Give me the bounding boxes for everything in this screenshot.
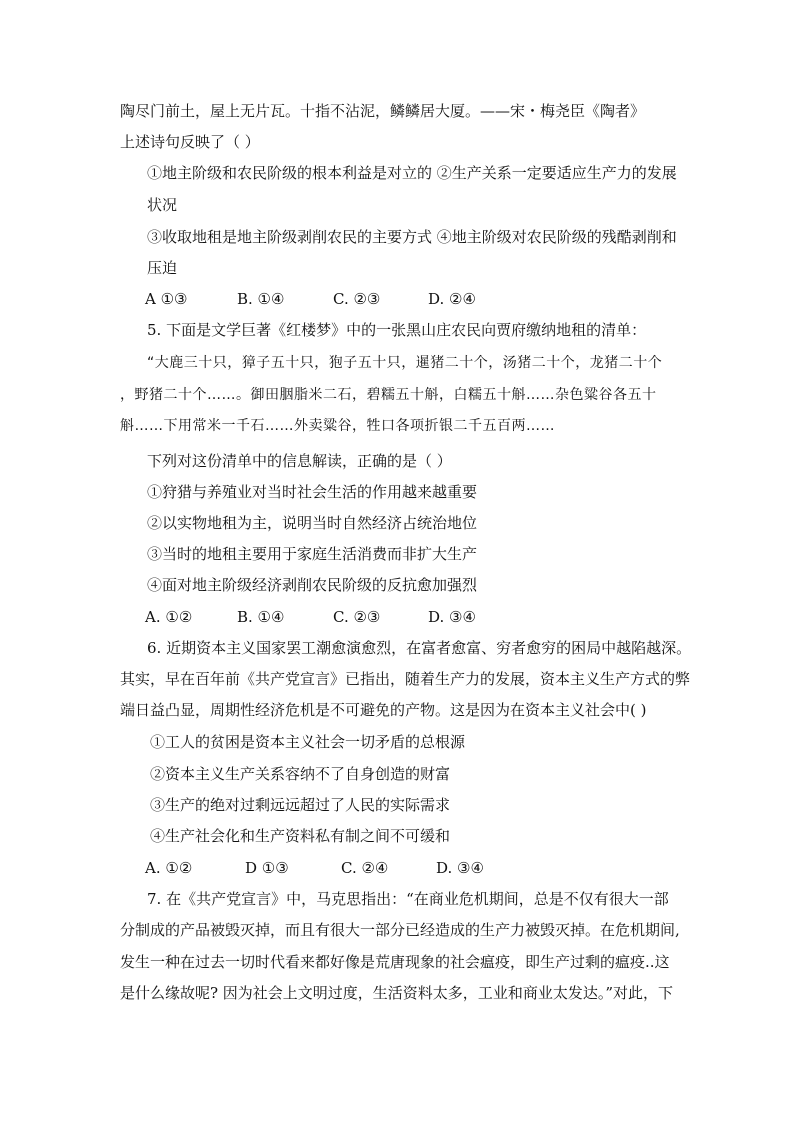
question-6-line: 6. 近期资本主义国家罢工潮愈演愈烈，在富者愈富、穷者愈穷的困局中越陷越深。 <box>147 639 692 657</box>
question-5-stem: 5. 下面是文学巨著《红楼梦》中的一张黑山庄农民向贾府缴纳地租的清单： <box>147 321 647 339</box>
answer-choices <box>145 858 484 878</box>
answer-choices <box>145 607 476 627</box>
option-line: ①狩猎与养殖业对当时社会生活的作用越来越重要 <box>147 483 478 501</box>
question-7-line: 是什么缘故呢? 因为社会上文明过度，生活资料太多，工业和商业太发达。”对此，下 <box>120 984 673 1002</box>
choice-c[interactable]: C. ②③ <box>333 290 381 308</box>
choice-a[interactable]: A. ①② <box>145 859 193 877</box>
choice-a[interactable]: A ①③ <box>145 290 188 308</box>
quote-line: “大鹿三十只，獐子五十只，狍子五十只，暹猪二十个，汤猪二十个，龙猪二十个 <box>147 355 663 371</box>
question-6-line: 端日益凸显，周期性经济危机是不可避免的产物。这是因为在资本主义社会中( ) <box>120 701 647 719</box>
choice-c[interactable]: C. ②④ <box>341 859 389 877</box>
option-line: ③生产的绝对过剩远远超过了人民的实际需求 <box>150 796 451 814</box>
option-line-continuation: 压迫 <box>147 259 178 277</box>
option-line: ③当时的地租主要用于家庭生活消费而非扩大生产 <box>147 545 478 563</box>
choice-b[interactable]: B. ①④ <box>237 608 285 626</box>
question-7-line: 7. 在《共产党宣言》中，马克思指出：“在商业危机期间，总是不仅有很大一部 <box>147 890 669 908</box>
choice-c[interactable]: C. ②③ <box>333 608 381 626</box>
choice-d[interactable]: D. ②④ <box>428 290 476 308</box>
question-5-question: 下列对这份清单中的信息解读，正确的是（ ） <box>147 452 452 470</box>
choice-d[interactable]: D. ③④ <box>436 859 484 877</box>
question-stem: 上述诗句反映了（ ） <box>120 133 260 151</box>
option-line-continuation: 状况 <box>147 196 178 214</box>
option-line: ②以实物地租为主，说明当时自然经济占统治地位 <box>147 514 478 532</box>
choice-b[interactable]: D ①③ <box>245 859 289 877</box>
option-line: ③收取地租是地主阶级剥削农民的主要方式 ④地主阶级对农民阶级的残酷剥削和 <box>147 228 677 246</box>
option-line: ④生产社会化和生产资料私有制之间不可缓和 <box>150 827 451 845</box>
question-6-line: 其实，早在百年前《共产党宣言》已指出，随着生产力的发展，资本主义生产方式的弊 <box>120 670 691 688</box>
option-line: ②资本主义生产关系容纳不了自身创造的财富 <box>150 765 451 783</box>
question-7-line: 分制成的产品被毁灭掉，而且有很大一部分已经造成的生产力被毁灭掉。在危机期间, <box>120 921 680 939</box>
quote-line: 斛……下用常米一千石……外卖粱谷，牲口各项折银二千五百两…… <box>120 418 555 434</box>
quote-line: ，野猪二十个……。御田胭脂米二石，碧糯五十斛，白糯五十斛……杂色粱谷各五十 <box>120 387 657 403</box>
option-line: ④面对地主阶级经济剥削农民阶级的反抗愈加强烈 <box>147 576 478 594</box>
poem-line: 陶尽门前土，屋上无片瓦。十指不沾泥，鳞鳞居大厦。——宋・梅尧臣《陶者》 <box>120 102 646 120</box>
question-7-line: 发生一种在过去一切时代看来都好像是荒唐现象的社会瘟疫，即生产过剩的瘟疫..这 <box>120 953 670 971</box>
choice-a[interactable]: A. ①② <box>145 608 193 626</box>
option-line: ①工人的贫困是资本主义社会一切矛盾的总根源 <box>150 733 466 751</box>
choice-b[interactable]: B. ①④ <box>237 290 285 308</box>
answer-choices <box>145 289 476 309</box>
choice-d[interactable]: D. ③④ <box>428 608 476 626</box>
option-line: ①地主阶级和农民阶级的根本利益是对立的 ②生产关系一定要适应生产力的发展 <box>147 164 677 182</box>
